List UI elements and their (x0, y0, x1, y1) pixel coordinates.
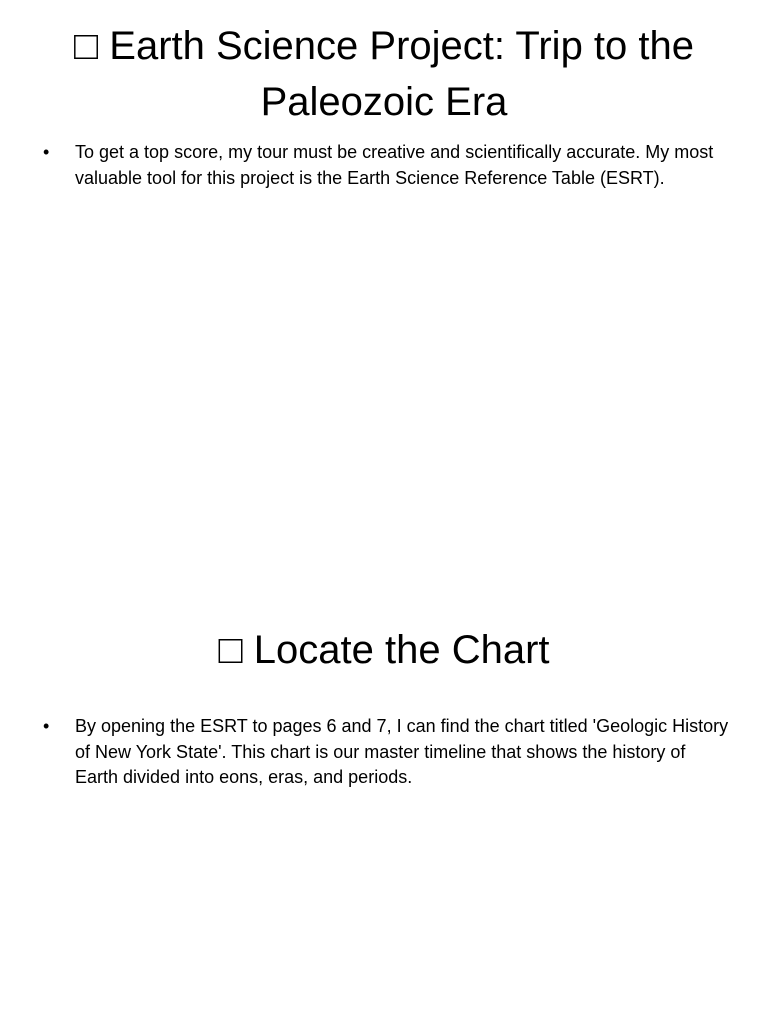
slide-title: □ Locate the Chart (218, 628, 550, 672)
bullet-list (40, 140, 730, 191)
bullet-icon: • (43, 716, 50, 736)
bullet-text: To get a top score, my tour must be creative and scientifically accurate. My most valuable tool for this project is the Earth Science Reference Table (ESRT). (75, 142, 714, 188)
bullet-list (40, 714, 730, 791)
bullet-item (40, 140, 730, 191)
bullet-text: By opening the ESRT to pages 6 and 7, I can find the chart titled 'Geologic History of New York State'. This chart is our master timeline that shows the history of Earth divided into eons, eras, and periods. (75, 716, 729, 787)
bullet-icon: • (43, 142, 50, 162)
slide-title: □ Earth Science Project: Trip to the Paleozoic Era (74, 24, 694, 124)
slide-locate-chart (0, 512, 768, 1024)
bullet-item (40, 714, 730, 791)
